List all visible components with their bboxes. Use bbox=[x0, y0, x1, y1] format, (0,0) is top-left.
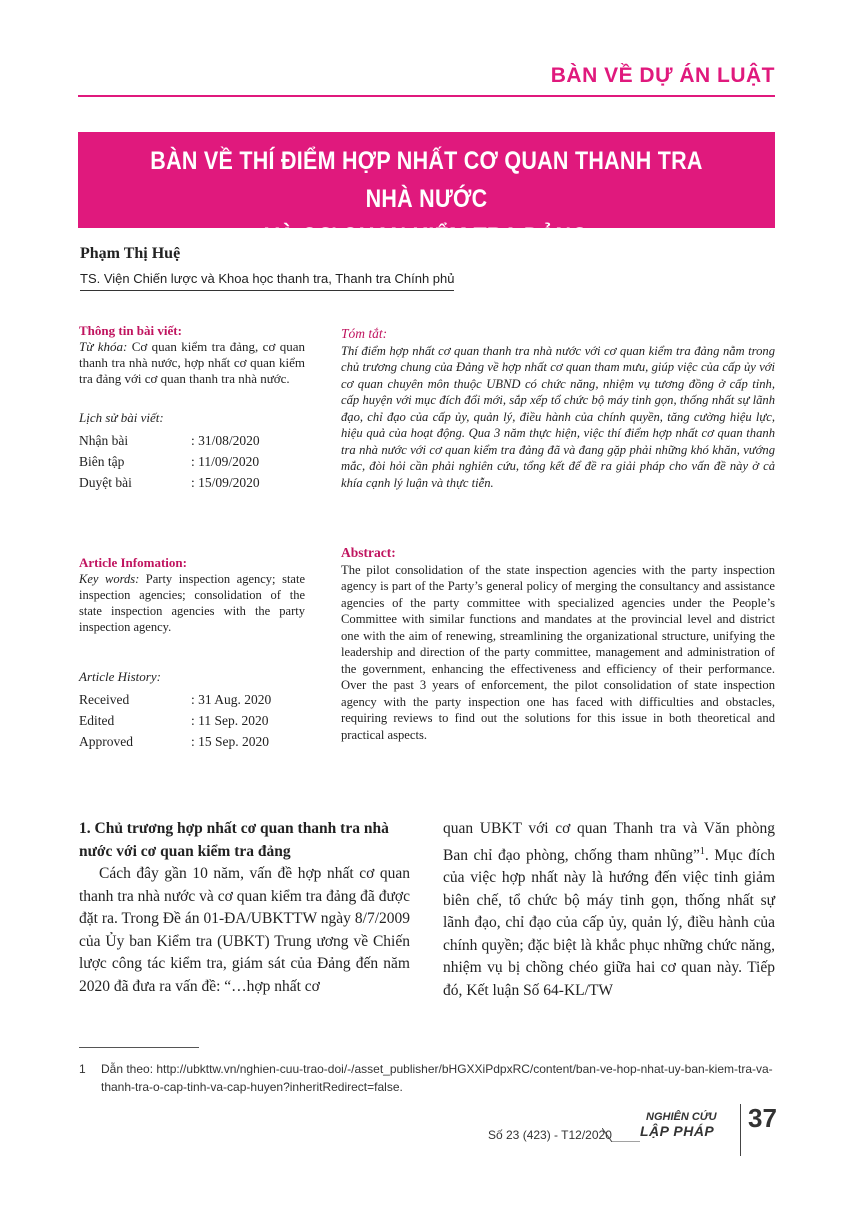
history-key: Edited bbox=[79, 712, 115, 728]
keywords-label-en: Key words: bbox=[79, 572, 140, 586]
section-heading: 1. Chủ trương hợp nhất cơ quan thanh tra nhà nước với cơ quan kiểm tra đảng bbox=[79, 820, 389, 860]
footnote-text: Dẫn theo: http://ubkttw.vn/nghien-cuu-trao-doi/-/asset_publisher/bHGXXiPdpxRC/content/ban-ve-hop-nhat-uy-ban-kiem-tra-va-thanh-tra-o-cap-tinh-va-cap-huyen?inheritRedirect=false. bbox=[101, 1062, 773, 1094]
article-info-en bbox=[79, 555, 305, 752]
history-row bbox=[79, 430, 305, 451]
history-value: : 31 Aug. 2020 bbox=[191, 691, 272, 707]
author-affiliation: TS. Viện Chiến lược và Khoa học thanh tra, Thanh tra Chính phủ bbox=[80, 271, 454, 291]
title-line-2: VÀ CƠ QUAN KIỂM TRA ĐẢNG bbox=[264, 223, 589, 251]
history-key: Biên tập bbox=[79, 453, 125, 469]
body-paragraph: Cách đây gần 10 năm, vấn đề hợp nhất cơ quan thanh tra nhà nước và cơ quan kiểm tra đảng đã được đặt ra. Trong Đề án 01-ĐA/UBKTTW ngày 8/7/2009 của Ủy ban Kiểm tra (UBKT) Trung ương về Chiến lược công tác kiểm tra, giám sát của Đảng đến năm 2020 đã đưa ra vấn đề: “…hợp nhất cơ bbox=[79, 865, 410, 995]
title-line-1: BÀN VỀ THÍ ĐIỂM HỢP NHẤT CƠ QUAN THANH TRA NHÀ NƯỚC bbox=[150, 147, 703, 213]
keywords-vi bbox=[79, 339, 305, 387]
abstract-en bbox=[341, 545, 775, 743]
header-rule bbox=[78, 95, 775, 97]
summary-text: Thí điểm hợp nhất cơ quan thanh tra nhà nước với cơ quan kiểm tra đảng nằm trong chủ trương chung của Đảng về hợp nhất cơ quan tham mưu, giúp việc của cấp ủy với cơ quan chuyên môn thuộc UBND có chức năng, nhiệm vụ tương đồng ở cấp tỉnh, cấp huyện với mục đích đổi mới, sắp xếp tổ chức bộ máy tinh gọn, thống nhất sự lãnh đạo, chỉ đạo của cấp ủy, quản lý, điều hành của chính quyền, tăng cường hiệu lực, hiệu quả của hoạt động. Qua 3 năm thực hiện, việc thí điểm hợp nhất cơ quan thanh tra nhà nước với cơ quan kiểm tra đảng đã và đang gặp phải những khó khăn, vướng mắc, đòi hỏi cần phải nghiên cứu, tổng kết để đề ra giải pháp cho vấn đề này ở cả khía cạnh lý luận và thực tiễn. bbox=[341, 343, 775, 490]
body-right-column bbox=[443, 818, 775, 1002]
issue-info: Số 23 (423) - T12/2020 bbox=[488, 1128, 612, 1142]
article-title bbox=[78, 132, 775, 251]
article-info-heading-en: Article Infomation: bbox=[79, 555, 187, 570]
footnote-reference[interactable]: 1 bbox=[699, 845, 705, 857]
history-value: : 15/09/2020 bbox=[191, 474, 260, 490]
keywords-label: Từ khóa: bbox=[79, 339, 128, 354]
footer-divider bbox=[740, 1104, 741, 1156]
footer-slash-icon bbox=[602, 1128, 640, 1142]
author-name: Phạm Thị Huệ bbox=[80, 245, 181, 262]
history-label-en: Article History: bbox=[79, 669, 161, 684]
history-label: Lịch sử bài viết: bbox=[79, 410, 164, 425]
article-info-vi bbox=[79, 323, 305, 493]
history-row bbox=[79, 472, 305, 493]
history-value: : 15 Sep. 2020 bbox=[191, 733, 270, 749]
section-label: BÀN VỀ DỰ ÁN LUẬT bbox=[550, 64, 775, 87]
keywords-text: Cơ quan kiểm tra đảng, cơ quan thanh tra nhà nước, hợp nhất cơ quan kiểm tra đảng với cơ quan thanh tra nhà nước. bbox=[79, 339, 305, 386]
footnote-number: 1 bbox=[79, 1062, 86, 1076]
history-key: Duyệt bài bbox=[79, 474, 132, 490]
history-list bbox=[79, 430, 305, 493]
history-row bbox=[79, 710, 305, 731]
logo-top: NGHIÊN CỨU bbox=[646, 1111, 717, 1123]
body-paragraph-continued: quan UBKT với cơ quan Thanh tra và Văn phòng Ban chỉ đạo phòng, chống tham nhũng” bbox=[443, 820, 775, 864]
footnote-rule bbox=[79, 1047, 199, 1048]
summary-heading: Tóm tắt: bbox=[341, 326, 388, 341]
history-key: Received bbox=[79, 691, 130, 707]
history-key: Approved bbox=[79, 733, 133, 749]
body-left-column bbox=[79, 818, 410, 998]
logo-bottom: LẬP PHÁP bbox=[640, 1123, 715, 1139]
history-list-en bbox=[79, 689, 305, 752]
footnote bbox=[79, 1060, 775, 1096]
history-row bbox=[79, 731, 305, 752]
body-paragraph-rest: . Mục đích của việc hợp nhất này là hướng đến việc tinh giảm biên chế, tổ chức bộ máy tinh gọn, thống nhất sự lãnh đạo, chỉ đạo của cấp ủy, quản lý, điều hành của chính quyền; đặc biệt là khắc phục những chức năng, nhiệm vụ bị chồng chéo giữa hai cơ quan này. Tiếp đó, Kết luận Số 64-KL/TW bbox=[443, 846, 775, 999]
page-number: 37 bbox=[748, 1103, 777, 1133]
journal-logo bbox=[640, 1110, 717, 1138]
history-value: : 11/09/2020 bbox=[191, 453, 260, 469]
history-row bbox=[79, 689, 305, 710]
history-key: Nhận bài bbox=[79, 432, 129, 448]
abstract-heading: Abstract: bbox=[341, 545, 396, 560]
history-row bbox=[79, 451, 305, 472]
history-value: : 31/08/2020 bbox=[191, 432, 260, 448]
keywords-text-en: Party inspection agency; state inspection agencies; consolidation of the state inspection agencies with the party inspection agency. bbox=[79, 572, 305, 634]
keywords-en bbox=[79, 571, 305, 635]
article-info-heading: Thông tin bài viết: bbox=[79, 323, 182, 338]
abstract-text: The pilot consolidation of the state inspection agencies with the party inspection agency is part of the Party’s general policy of merging the consultancy and assistance agencies of the party committee with specialized agencies under the People’s Committee with similar functions and mandates at the provincial level and district one with the aim of renewing, streamlining the organizational structure, unifying the leadership and direction of the party committee, management and administration of the government, enhancing the effectiveness and efficiency of their performance. Over the past 3 years of enforcement, the pilot consolidation of state inspection agency with the party inspection one has faced with difficulties and obstacles, requiring reviews to find out the solutions for this issue in both theoretical and practical aspects. bbox=[341, 562, 775, 742]
history-value: : 11 Sep. 2020 bbox=[191, 712, 269, 728]
summary-vi bbox=[341, 326, 775, 491]
